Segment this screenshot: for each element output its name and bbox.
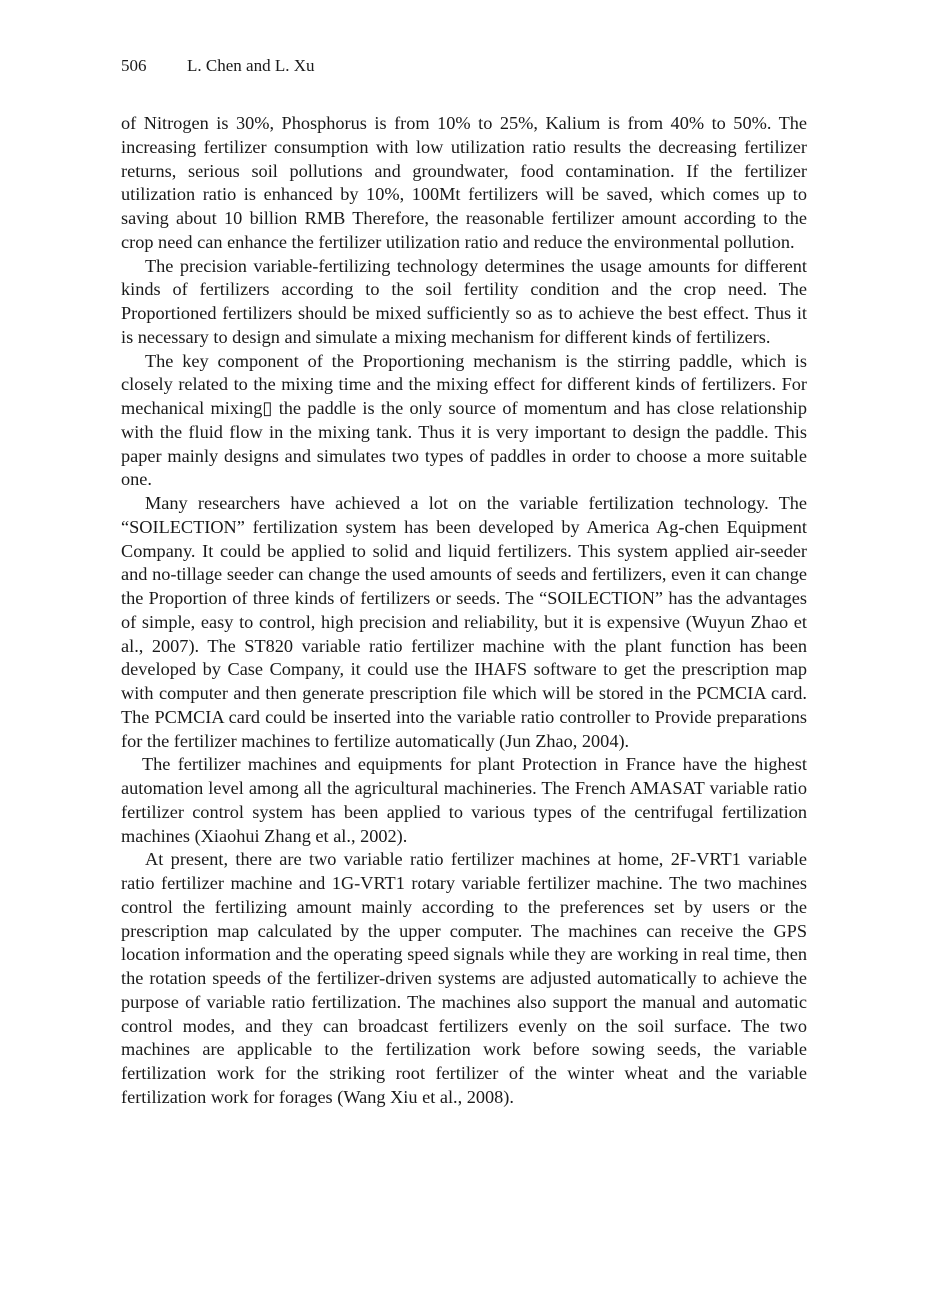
paragraph-france: The fertilizer machines and equipments for plant Protection in France have the highest automation level among all the agricultural machineries. The French AMASAT variable ratio fertilizer control system has been applied to various types of the centrifugal fertilization machines (Xiaohui Zhang et al., 2002). <box>121 754 807 846</box>
body-text <box>121 112 807 1110</box>
paragraph-stirring-paddle: The key component of the Proportioning mechanism is the stirring paddle, which is closely related to the mixing time and the mixing effect for different kinds of fertilizers. For mechanical mixing▯ the paddle is the only source of momentum and has close relationship with the fluid flow in the mixing tank. Thus it is very important to design the paddle. This paper mainly designs and simulates two types of paddles in order to choose a more suitable one. <box>121 350 807 490</box>
paragraph-precision-technology: The precision variable-fertilizing technology determines the usage amounts for different kinds of fertilizers according to the soil fertility condition and the crop need. The Proportioned fertilizers should be mixed sufficiently so as to achieve the best effect. Thus it is necessary to design and simulate a mixing mechanism for different kinds of fertilizers. <box>121 255 807 347</box>
running-header <box>121 56 314 76</box>
running-head-authors: L. Chen and L. Xu <box>187 56 315 75</box>
paragraph-continuation: of Nitrogen is 30%, Phosphorus is from 10% to 25%, Kalium is from 40% to 50%. The increasing fertilizer consumption with low utilization ratio results the decreasing fertilizer returns, serious soil pollutions and groundwater, food contamination. If the fertilizer utilization ratio is enhanced by 10%, 100Mt fertilizers will be saved, which comes up to saving about 10 billion RMB Therefore, the reasonable fertilizer amount according to the crop need can enhance the fertilizer utilization ratio and reduce the environmental pollution. <box>121 113 807 252</box>
paragraph-researchers: Many researchers have achieved a lot on the variable fertilization technology. The “SOILECTION” fertilization system has been developed by America Ag-chen Equipment Company. It could be applied to solid and liquid fertilizers. This system applied air-seeder and no-tillage seeder can change the used amounts of seeds and fertilizers, even it can change the Proportion of three kinds of fertilizers or seeds. The “SOILECTION” has the advantages of simple, easy to control, high precision and reliability, but it is expensive (Wuyun Zhao et al., 2007). The ST820 variable ratio fertilizer machine with the plant function has been developed by Case Company, it could use the IHAFS software to get the prescription map with computer and then generate prescription file which will be stored in the PCMCIA card. The PCMCIA card could be inserted into the variable ratio controller to Provide preparations for the fertilizer machines to fertilize automatically (Jun Zhao, 2004). <box>121 493 807 751</box>
paragraph-domestic-machines: At present, there are two variable ratio fertilizer machines at home, 2F-VRT1 variable ratio fertilizer machine and 1G-VRT1 rotary variable fertilizer machine. The two machines control the fertilizing amount mainly according to the preferences set by users or the prescription map calculated by the upper computer. The machines can receive the GPS location information and the operating speed signals while they are working in real time, then the rotation speeds of the fertilizer-driven systems are adjusted automatically to achieve the purpose of variable ratio fertilization. The machines also support the manual and automatic control modes, and they can broadcast fertilizers evenly on the soil surface. The two machines are applicable to the fertilization work before sowing seeds, the variable fertilization work for the striking root fertilizer of the winter wheat and the variable fertilization work for forages (Wang Xiu et al., 2008). <box>121 849 807 1107</box>
page-number: 506 <box>121 56 147 75</box>
